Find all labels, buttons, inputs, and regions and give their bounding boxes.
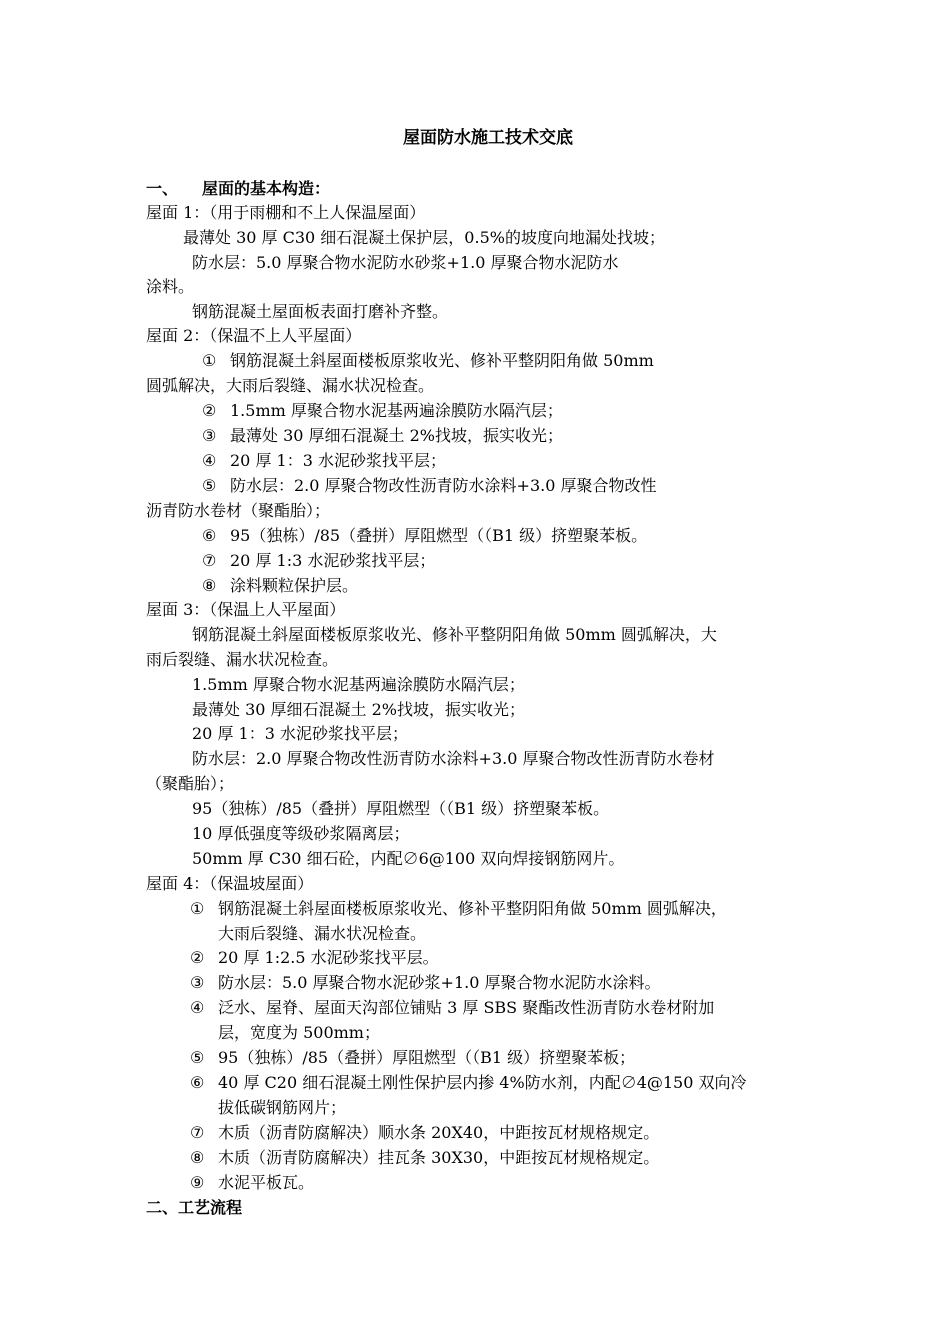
roof3-line: 钢筋混凝土斜屋面楼板原浆收光、修补平整阴阳角做 50mm 圆弧解决，大 (192, 625, 717, 644)
item-text: 95（独栋）/85（叠拼）厚阻燃型（（B1 级）挤塑聚苯板； (218, 1048, 636, 1067)
item-text: 防水层：5.0 厚聚合物水泥砂浆+1.0 厚聚合物水泥防水涂料。 (218, 973, 661, 992)
item-text: 涂料颗粒保护层。 (230, 576, 359, 595)
item-number: ④ (190, 998, 205, 1017)
item-text: 最薄处 30 厚细石混凝土 2%找坡，振实收光； (230, 426, 564, 445)
roof1-heading: 屋面 1：（用于雨棚和不上人保温屋面） (146, 203, 426, 222)
roof4-item (190, 1071, 747, 1095)
roof1-line: 涂料。 (146, 277, 195, 296)
roof4-item (190, 971, 660, 995)
roof2-item (202, 349, 654, 373)
item-number: ⑤ (202, 476, 217, 495)
item-text: 20 厚 1:3 水泥砂浆找平层； (230, 551, 436, 570)
item-text: 水泥平板瓦。 (218, 1173, 315, 1192)
item-text: 1.5mm 厚聚合物水泥基两遍涂膜防水隔汽层； (230, 401, 563, 420)
roof2-heading: 屋面 2：（保温不上人平屋面） (146, 326, 362, 345)
item-text: 防水层：2.0 厚聚合物改性沥青防水涂料+3.0 厚聚合物改性 (230, 476, 657, 495)
roof4-item-continuation: 层，宽度为 500mm； (218, 1023, 380, 1042)
item-number: ⑥ (202, 526, 217, 545)
roof2-item (202, 424, 563, 448)
section1-heading: 屋面的基本构造： (202, 179, 331, 198)
document-title: 屋面防水施工技术交底 (403, 128, 573, 148)
item-text: 木质（沥青防腐解决）顺水条 20X40，中距按瓦材规格规定。 (218, 1123, 660, 1142)
roof2-item (202, 449, 446, 473)
roof2-item (202, 574, 358, 598)
roof4-item (190, 1121, 659, 1145)
roof1-line: 最薄处 30 厚 C30 细石混凝土保护层，0.5%的坡度向地漏处找坡； (183, 228, 665, 247)
item-number: ⑤ (190, 1048, 205, 1067)
roof4-item (190, 897, 727, 921)
item-number: ④ (202, 451, 217, 470)
item-number: ⑥ (190, 1073, 205, 1092)
roof3-line: 20 厚 1：3 水泥砂浆找平层； (192, 724, 408, 743)
item-text: 钢筋混凝土斜屋面楼板原浆收光、修补平整阴阳角做 50mm 圆弧解决， (218, 899, 727, 918)
roof2-item-continuation: 圆弧解决，大雨后裂缝、漏水状况检查。 (146, 376, 435, 395)
roof3-line: 10 厚低强度等级砂浆隔离层； (192, 824, 410, 843)
item-number: ⑧ (202, 576, 217, 595)
roof4-item (190, 1146, 659, 1170)
item-number: ⑧ (190, 1148, 205, 1167)
item-text: 20 厚 1：3 水泥砂浆找平层； (230, 451, 446, 470)
item-number: ② (202, 401, 217, 420)
item-text: 泛水、屋脊、屋面天沟部位铺贴 3 厚 SBS 聚酯改性沥青防水卷材附加 (218, 998, 715, 1017)
item-number: ⑨ (190, 1173, 205, 1192)
roof3-line: 雨后裂缝、漏水状况检查。 (146, 650, 339, 669)
roof3-line: 95（独栋）/85（叠拼）厚阻燃型（（B1 级）挤塑聚苯板。 (192, 799, 610, 818)
roof1-line: 钢筋混凝土屋面板表面打磨补齐整。 (192, 302, 449, 321)
item-text: 木质（沥青防腐解决）挂瓦条 30X30，中距按瓦材规格规定。 (218, 1148, 660, 1167)
roof3-line: 防水层：2.0 厚聚合物改性沥青防水涂料+3.0 厚聚合物改性沥青防水卷材 (192, 749, 715, 768)
item-number: ① (190, 899, 205, 918)
roof3-heading: 屋面 3：（保温上人平屋面） (146, 600, 346, 619)
roof4-item (190, 1046, 635, 1070)
item-number: ① (202, 351, 217, 370)
item-number: ⑦ (190, 1123, 205, 1142)
roof4-item (190, 946, 439, 970)
item-number: ② (190, 948, 205, 967)
roof4-item-continuation: 大雨后裂缝、漏水状况检查。 (218, 924, 427, 943)
section1-number: 一、 (146, 179, 179, 198)
section2-heading: 二、工艺流程 (146, 1198, 243, 1217)
roof2-item (202, 474, 656, 498)
item-text: 20 厚 1:2.5 水泥砂浆找平层。 (218, 948, 439, 967)
roof2-item (202, 524, 647, 548)
roof3-line: 1.5mm 厚聚合物水泥基两遍涂膜防水隔汽层； (192, 675, 525, 694)
roof4-item (190, 1171, 314, 1195)
roof1-line: 防水层：5.0 厚聚合物水泥防水砂浆+1.0 厚聚合物水泥防水 (192, 253, 619, 272)
roof4-heading: 屋面 4：（保温坡屋面） (146, 874, 314, 893)
roof2-item (202, 549, 435, 573)
item-number: ⑦ (202, 551, 217, 570)
roof2-item-continuation: 沥青防水卷材（聚酯胎）； (146, 501, 331, 520)
item-text: 40 厚 C20 细石混凝土刚性保护层内掺 4%防水剂，内配∅4@150 双向冷 (218, 1073, 747, 1092)
roof4-item (190, 996, 714, 1020)
item-number: ③ (190, 973, 205, 992)
item-number: ③ (202, 426, 217, 445)
roof2-item (202, 399, 563, 423)
roof3-line: 最薄处 30 厚细石混凝土 2%找坡，振实收光； (192, 700, 526, 719)
roof3-line: （聚酯胎）； (146, 774, 235, 793)
roof3-line: 50mm 厚 C30 细石砼，内配∅6@100 双向焊接钢筋网片。 (192, 849, 625, 868)
item-text: 钢筋混凝土斜屋面楼板原浆收光、修补平整阴阳角做 50mm (230, 351, 654, 370)
roof4-item-continuation: 拔低碳钢筋网片； (218, 1098, 347, 1117)
item-text: 95（独栋）/85（叠拼）厚阻燃型（（B1 级）挤塑聚苯板。 (230, 526, 648, 545)
